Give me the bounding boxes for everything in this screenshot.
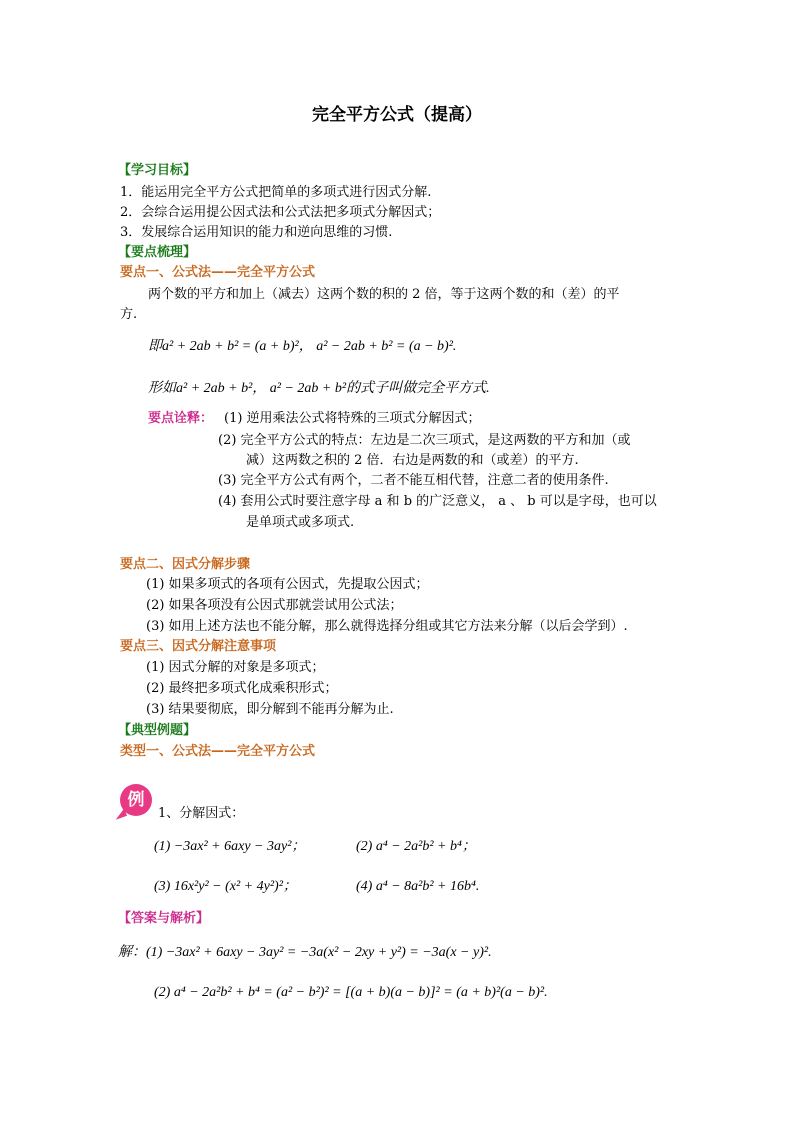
note-label: 要点诠释： [148,411,214,426]
step-item: (1) 如果多项式的各项有公因式，先提取公因式； [146,577,429,592]
caution-item: (2) 最终把多项式化成乘积形式； [146,681,338,696]
answer-2: (2) a⁴ − 2a²b² + b⁴ = (a² − b²)² = [(a + b)(a − b)]² = (a + b)²(a − b)². [154,985,548,1000]
answer-1: 解：(1) −3ax² + 6axy − 3ay² = −3a(x² − 2xy + y²) = −3a(x − y)². [118,945,492,960]
example-badge: 例 [120,784,152,816]
note-item: (4) 套用公式时要注意字母 a 和 b 的广泛意义， a 、 b 可以是字母，也可以 [218,494,657,509]
points-header: 【要点梳理】 [118,245,197,260]
caution-item: (1) 因式分解的对象是多项式； [146,660,325,675]
question-1: (1) −3ax² + 6axy − 3ay²； [154,839,306,854]
square-formula: 即a² + 2ab + b² = (a + b)²， a² − 2ab + b² = (a − b)². [148,339,457,354]
step-item: (3) 如用上述方法也不能分解，那么就得选择分组或其它方法来分解（以后会学到）. [146,619,628,634]
goal-item: 1．能运用完全平方公式把简单的多项式进行因式分解. [120,185,432,200]
point1-heading: 要点一、公式法——完全平方公式 [120,265,316,280]
point1-text-line2: 方. [120,307,138,322]
answer-header: 【答案与解析】 [118,911,210,926]
note-item: (3) 完全平方公式有两个，二者不能互相代替，注意二者的使用条件. [218,473,609,488]
question-2: (2) a⁴ − 2a²b² + b⁴； [356,839,476,854]
caution-item: (3) 结果要彻底，即分解到不能再分解为止. [146,702,394,717]
goals-header: 【学习目标】 [118,163,197,178]
point1-text-line1: 两个数的平方和加上（减去）这两个数的积的 2 倍，等于这两个数的和（差）的平 [148,287,620,302]
goal-item: 2．会综合运用提公因式法和公式法把多项式分解因式； [120,205,441,220]
type1-heading: 类型一、公式法——完全平方公式 [120,744,316,759]
note-item-cont: 减）这两数之积的 2 倍．右边是两数的和（或差）的平方. [246,453,579,468]
note-item-cont: 是单项式或多项式. [246,515,355,530]
note-item: (1) 逆用乘法公式将特殊的三项式分解因式； [224,411,481,426]
question-3: (3) 16x²y² − (x² + 4y²)²； [154,879,297,894]
point3-heading: 要点三、因式分解注意事项 [120,639,277,654]
note-item: (2) 完全平方公式的特点：左边是二次三项式，是这两数的平方和加（或 [218,433,631,448]
square-form-definition: 形如a² + 2ab + b²， a² − 2ab + b²的式子叫做完全平方式. [148,381,490,396]
question-intro: 1、分解因式： [158,806,245,821]
step-item: (2) 如果各项没有公因式那就尝试用公式法； [146,598,403,613]
examples-header: 【典型例题】 [118,723,197,738]
question-4: (4) a⁴ − 8a²b² + 16b⁴. [356,879,480,894]
page-title: 完全平方公式（提高） [312,105,482,125]
point2-heading: 要点二、因式分解步骤 [120,557,251,572]
goal-item: 3．发展综合运用知识的能力和逆向思维的习惯. [120,225,393,240]
